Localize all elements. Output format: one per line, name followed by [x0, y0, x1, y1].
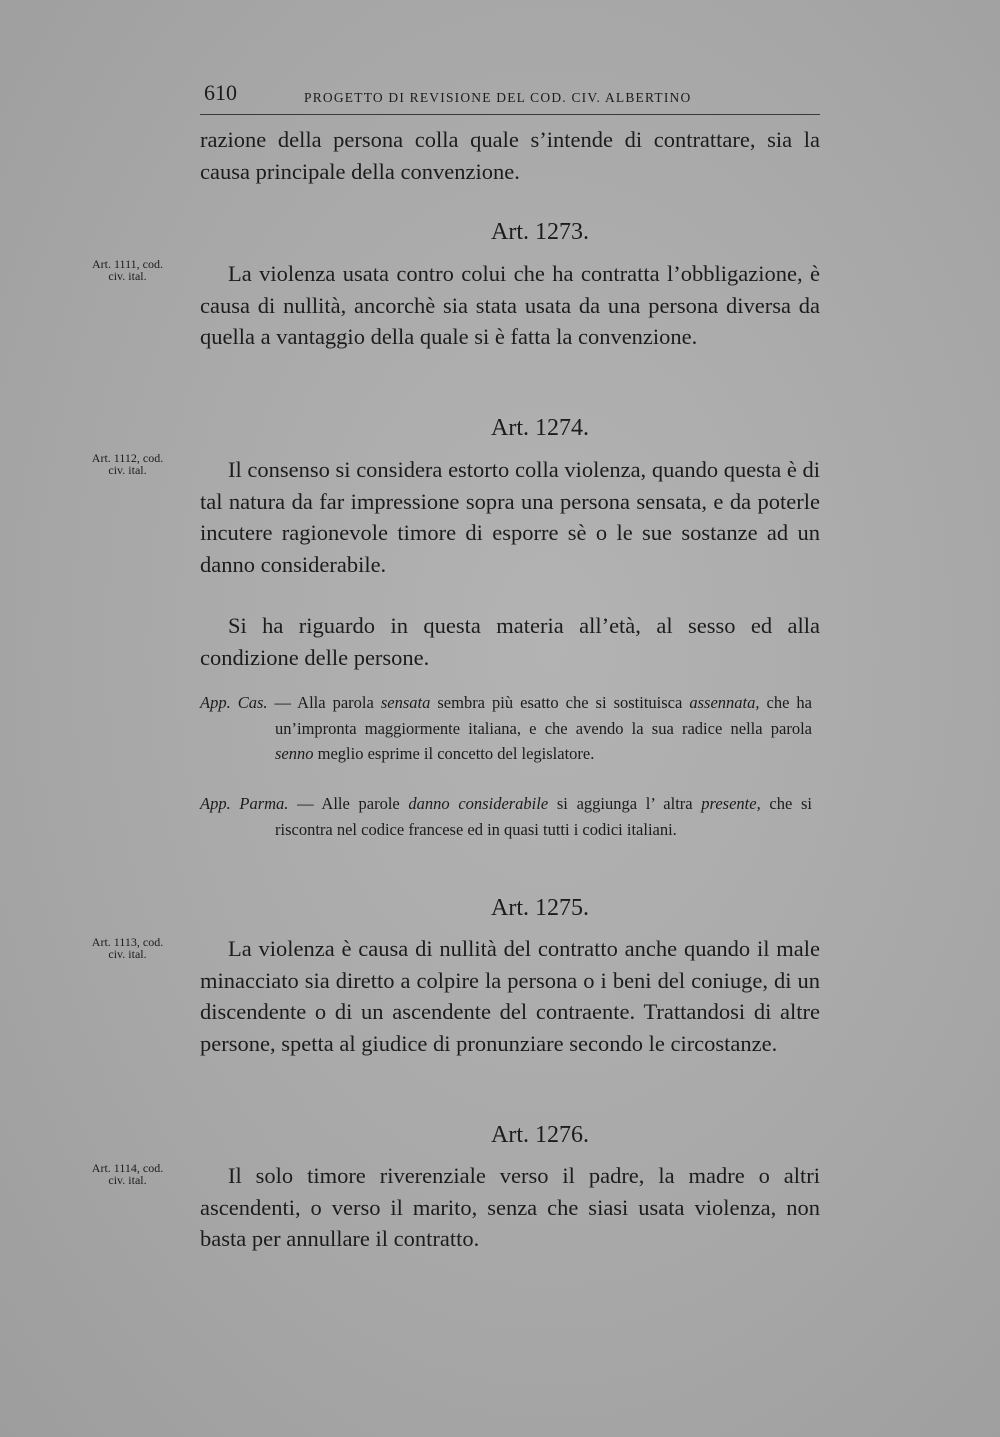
article-heading-1275: Art. 1275. — [491, 895, 589, 921]
note-source: App. Cas. — [200, 693, 268, 712]
article-1276-paragraph: Il solo timore riverenziale verso il padre, la madre o altri ascendenti, o verso il marito, senza che siasi usata violenza, non basta per annullare il contratto. — [200, 1163, 820, 1251]
page-number: 610 — [204, 80, 237, 105]
article-1274-paragraph-1: Il consenso si considera estorto colla violenza, quando questa è di tal natura da far impressione sopra una persona sensata, e da poterle incutere ragionevole timore di esporre sè o le sue sostanze ad un danno considerabile. — [200, 457, 820, 577]
note-app-cas: App. Cas. — Alla parola sensata sembra più esatto che si sostituisca assennata, che ha un’impronta maggiormente italiana, e che avendo la sua radice nella parola senno meglio esprime il concetto del legislatore. — [200, 693, 812, 763]
margin-note-1275: Art. 1113, cod. civ. ital. — [91, 935, 164, 961]
margin-note-1276: Art. 1114, cod. civ. ital. — [91, 1161, 164, 1187]
note-source: App. Parma. — [200, 794, 289, 813]
article-1273-paragraph: La violenza usata contro colui che ha contratta l’obbligazione, è causa di nullità, ancorchè sia stata usata da una persona diversa da quella a vantaggio della quale si è fatta la convenzione. — [200, 261, 820, 349]
article-heading-1276: Art. 1276. — [491, 1122, 589, 1148]
article-heading-1274: Art. 1274. — [491, 415, 589, 441]
article-heading-1273: Art. 1273. — [491, 219, 589, 245]
running-title: PROGETTO DI REVISIONE DEL COD. CIV. ALBERTINO — [304, 90, 692, 105]
continuation-paragraph: razione della persona colla quale s’intende di contrattare, sia la causa principale della convenzione. — [200, 127, 820, 184]
article-1275-paragraph: La violenza è causa di nullità del contratto anche quando il male minacciato sia diretto a colpire la persona o i beni del coniuge, di un discendente o di un ascendente del contraente. Trattandosi di altre persone, spetta al giudice di pronunziare secondo le circostanze. — [200, 936, 820, 1056]
margin-note-1273: Art. 1111, cod. civ. ital. — [92, 257, 163, 283]
page-header — [200, 80, 820, 115]
note-app-parma: App. Parma. — Alle parole danno considerabile si aggiunga l’ altra presente, che si riscontra nel codice francese ed in quasi tutti i codici italiani. — [200, 794, 812, 839]
article-1274-paragraph-2: Si ha riguardo in questa materia all’età, al sesso ed alla condizione delle persone. — [200, 613, 820, 670]
margin-note-1274: Art. 1112, cod. civ. ital. — [91, 451, 164, 477]
